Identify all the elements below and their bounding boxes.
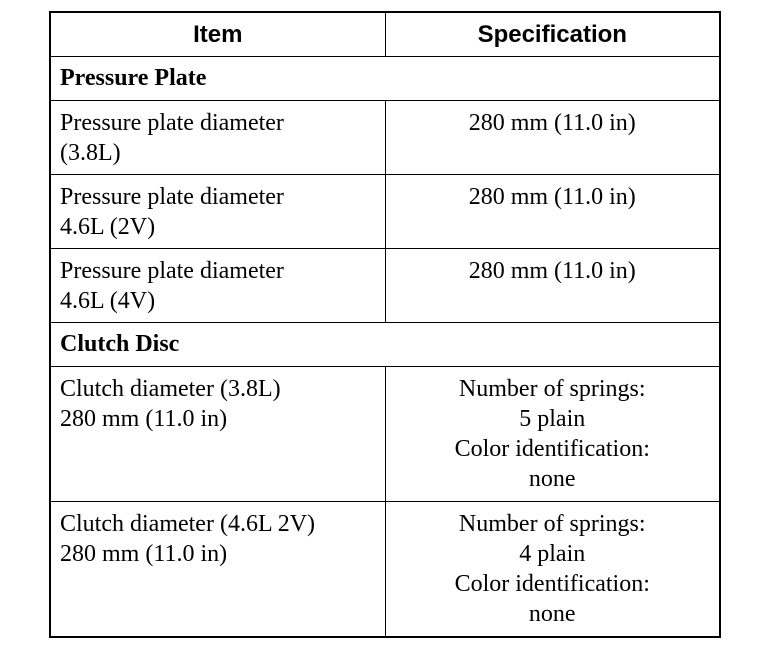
item-line: Clutch diameter (3.8L) (60, 376, 281, 402)
item-cell (50, 502, 385, 638)
item-line: 4.6L (2V) (60, 214, 156, 240)
table-row (50, 367, 720, 502)
spec-cell (385, 367, 720, 502)
item-cell (50, 101, 385, 175)
table-row (50, 502, 720, 638)
spec-line: 280 mm (11.0 in) (468, 110, 636, 136)
spec-line: none (528, 601, 576, 627)
spec-line: Color identification: (454, 571, 650, 597)
header-specification: Specification (385, 12, 720, 57)
item-line: Pressure plate diameter (60, 258, 284, 284)
item-line: 280 mm (11.0 in) (60, 406, 228, 432)
table-row (50, 101, 720, 175)
section-title: Pressure Plate (50, 57, 720, 101)
item-cell (50, 175, 385, 249)
spec-cell (385, 101, 720, 175)
item-line: 4.6L (4V) (60, 288, 156, 314)
spec-line: 4 plain (519, 541, 586, 567)
spec-line: 280 mm (11.0 in) (468, 258, 636, 284)
spec-line: Number of springs: (458, 376, 646, 402)
spec-cell (385, 249, 720, 323)
item-cell (50, 367, 385, 502)
table-row (50, 175, 720, 249)
spec-cell (385, 502, 720, 638)
section-row-clutch-disc (50, 323, 720, 367)
spec-cell (385, 175, 720, 249)
section-title: Clutch Disc (50, 323, 720, 367)
item-line: (3.8L) (60, 140, 121, 166)
item-line: 280 mm (11.0 in) (60, 541, 228, 567)
spec-line: 5 plain (519, 406, 586, 432)
item-cell (50, 249, 385, 323)
spec-line: Color identification: (454, 436, 650, 462)
section-row-pressure-plate (50, 57, 720, 101)
spec-line: 280 mm (11.0 in) (468, 184, 636, 210)
header-item: Item (50, 12, 385, 57)
item-line: Clutch diameter (4.6L 2V) (60, 511, 316, 537)
table-row (50, 249, 720, 323)
item-line: Pressure plate diameter (60, 184, 284, 210)
spec-line: Number of springs: (458, 511, 646, 537)
header-row (50, 12, 720, 57)
spec-line: none (528, 466, 576, 492)
specification-table (49, 11, 721, 638)
item-line: Pressure plate diameter (60, 110, 284, 136)
